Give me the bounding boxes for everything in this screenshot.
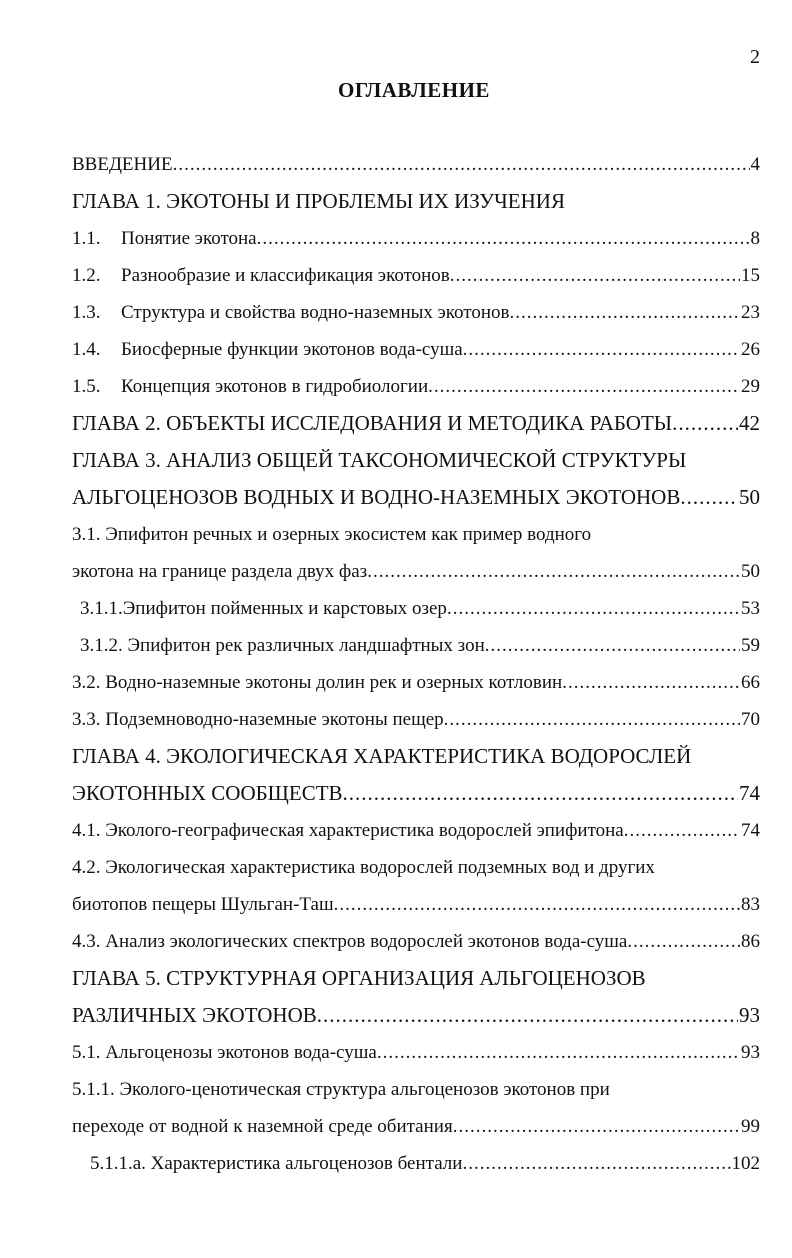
toc-entry-title: ГЛАВА 1. ЭКОТОНЫ И ПРОБЛЕМЫ ИХ ИЗУЧЕНИЯ bbox=[72, 189, 565, 213]
toc-entry-introduction[interactable] bbox=[72, 146, 760, 183]
toc-entry-4-2[interactable] bbox=[72, 849, 760, 886]
toc-entry-1-4[interactable] bbox=[72, 331, 760, 368]
toc-entry-page: 29 bbox=[741, 375, 760, 397]
toc-entry-3-2[interactable] bbox=[72, 664, 760, 701]
leader-dots bbox=[485, 635, 740, 657]
toc-chapter-2[interactable] bbox=[72, 405, 760, 442]
leader-dots bbox=[672, 411, 738, 436]
leader-dots bbox=[444, 709, 740, 731]
toc-entry-1-5[interactable] bbox=[72, 368, 760, 405]
toc-entry-number: 1.5. bbox=[72, 375, 101, 397]
leader-dots bbox=[173, 154, 750, 176]
toc-entry-5-1-1[interactable] bbox=[72, 1071, 760, 1108]
leader-dots bbox=[377, 1042, 740, 1064]
toc-entry-title: 5.1. Альгоценозы экотонов вода-суша bbox=[72, 1041, 377, 1063]
toc-entry-1-2[interactable] bbox=[72, 257, 760, 294]
toc-entry-title: ГЛАВА 2. ОБЪЕКТЫ ИССЛЕДОВАНИЯ И МЕТОДИКА РАБОТЫ bbox=[72, 411, 673, 435]
toc-entry-number: 1.1. bbox=[72, 227, 101, 249]
toc-entry-3-1[interactable] bbox=[72, 516, 760, 553]
toc-entry-title: 4.2. Экологическая характеристика водорослей подземных вод и других bbox=[72, 856, 655, 878]
toc-entry-title: ЭКОТОННЫХ СООБЩЕСТВ bbox=[72, 781, 343, 805]
toc-entry-title: 4.3. Анализ экологических спектров водорослей экотонов вода-суша bbox=[72, 930, 628, 952]
toc-entry-3-1-1[interactable] bbox=[72, 590, 760, 627]
toc-entry-page: 15 bbox=[741, 264, 760, 286]
toc-entry-page: 102 bbox=[731, 1152, 760, 1174]
toc-entry-page: 70 bbox=[741, 708, 760, 730]
leader-dots bbox=[562, 672, 740, 694]
toc-entry-title: 3.1.2. Эпифитон рек различных ландшафтных зон bbox=[80, 634, 485, 656]
toc-entry-title: ГЛАВА 4. ЭКОЛОГИЧЕСКАЯ ХАРАКТЕРИСТИКА ВОДОРОСЛЕЙ bbox=[72, 744, 692, 768]
toc-entry-page: 50 bbox=[739, 485, 760, 509]
toc-entry-title: РАЗЛИЧНЫХ ЭКОТОНОВ bbox=[72, 1003, 317, 1027]
leader-dots bbox=[317, 1003, 738, 1028]
toc-entry-title: 5.1.1.а. Характеристика альгоценозов бентали bbox=[90, 1152, 463, 1174]
toc-entry-3-3[interactable] bbox=[72, 701, 760, 738]
toc-chapter-5[interactable] bbox=[72, 960, 760, 997]
leader-dots bbox=[453, 1116, 740, 1138]
toc-entry-page: 59 bbox=[741, 634, 760, 656]
toc-entry-page: 53 bbox=[741, 597, 760, 619]
toc-entry-page: 93 bbox=[739, 1003, 760, 1027]
toc-entry-title: Разнообразие и классификация экотонов bbox=[121, 264, 450, 286]
toc-entry-4-1[interactable] bbox=[72, 812, 760, 849]
toc-entry-title: Биосферные функции экотонов вода-суша bbox=[121, 338, 463, 360]
table-of-contents bbox=[72, 146, 760, 1182]
leader-dots bbox=[343, 781, 738, 806]
toc-entry-title: переходе от водной к наземной среде обитания bbox=[72, 1115, 453, 1137]
toc-entry-title: 3.1. Эпифитон речных и озерных экосистем как пример водного bbox=[72, 523, 592, 545]
leader-dots bbox=[463, 339, 740, 361]
toc-entry-5-1-1-a[interactable] bbox=[72, 1145, 760, 1182]
toc-chapter-1[interactable] bbox=[72, 183, 760, 220]
toc-entry-page: 74 bbox=[739, 781, 760, 805]
toc-entry-number: 1.3. bbox=[72, 301, 101, 323]
toc-entry-page: 74 bbox=[741, 819, 760, 841]
toc-entry-title: Понятие экотона bbox=[121, 227, 257, 249]
toc-entry-title: ВВЕДЕНИЕ bbox=[72, 153, 173, 175]
toc-heading: ОГЛАВЛЕНИЕ bbox=[338, 78, 490, 102]
leader-dots bbox=[447, 598, 740, 620]
toc-entry-title: экотона на границе раздела двух фаз bbox=[72, 560, 368, 582]
toc-entry-title: ГЛАВА 3. АНАЛИЗ ОБЩЕЙ ТАКСОНОМИЧЕСКОЙ СТРУКТУРЫ bbox=[72, 448, 687, 472]
leader-dots bbox=[367, 561, 740, 583]
toc-entry-title: АЛЬГОЦЕНОЗОВ ВОДНЫХ И ВОДНО-НАЗЕМНЫХ ЭКОТОНОВ bbox=[72, 485, 681, 509]
toc-entry-page: 26 bbox=[741, 338, 760, 360]
page-number: 2 bbox=[750, 46, 760, 68]
leader-dots bbox=[334, 894, 740, 916]
toc-entry-page: 66 bbox=[741, 671, 760, 693]
toc-entry-title: 3.3. Подземноводно-наземные экотоны пещер bbox=[72, 708, 444, 730]
toc-entry-page: 99 bbox=[741, 1115, 760, 1137]
toc-entry-5-1[interactable] bbox=[72, 1034, 760, 1071]
toc-chapter-3[interactable] bbox=[72, 442, 760, 479]
leader-dots bbox=[510, 302, 741, 324]
toc-entry-1-3[interactable] bbox=[72, 294, 760, 331]
toc-entry-1-1[interactable] bbox=[72, 220, 760, 257]
leader-dots bbox=[680, 485, 738, 510]
toc-entry-page: 4 bbox=[750, 153, 760, 175]
toc-entry-page: 86 bbox=[741, 930, 760, 952]
toc-entry-title: 3.1.1.Эпифитон пойменных и карстовых озер bbox=[80, 597, 447, 619]
toc-entry-title: ГЛАВА 5. СТРУКТУРНАЯ ОРГАНИЗАЦИЯ АЛЬГОЦЕНОЗОВ bbox=[72, 966, 646, 990]
toc-chapter-5-continued[interactable] bbox=[72, 997, 760, 1034]
toc-chapter-4-continued[interactable] bbox=[72, 775, 760, 812]
toc-entry-4-3[interactable] bbox=[72, 923, 760, 960]
leader-dots bbox=[257, 228, 750, 250]
toc-entry-number: 1.2. bbox=[72, 264, 101, 286]
toc-entry-title: Концепция экотонов в гидробиологии bbox=[121, 375, 429, 397]
leader-dots bbox=[624, 820, 740, 842]
leader-dots bbox=[428, 376, 740, 398]
toc-entry-page: 8 bbox=[750, 227, 760, 249]
toc-entry-number: 1.4. bbox=[72, 338, 101, 360]
toc-entry-4-2-continued[interactable] bbox=[72, 886, 760, 923]
toc-entry-page: 23 bbox=[741, 301, 760, 323]
toc-chapter-3-continued[interactable] bbox=[72, 479, 760, 516]
toc-entry-page: 50 bbox=[741, 560, 760, 582]
toc-chapter-4[interactable] bbox=[72, 738, 760, 775]
toc-entry-title: Структура и свойства водно-наземных экотонов bbox=[121, 301, 510, 323]
toc-entry-title: 3.2. Водно-наземные экотоны долин рек и озерных котловин bbox=[72, 671, 563, 693]
toc-entry-5-1-1-continued[interactable] bbox=[72, 1108, 760, 1145]
leader-dots bbox=[462, 1153, 730, 1175]
toc-entry-3-1-continued[interactable] bbox=[72, 553, 760, 590]
toc-entry-page: 83 bbox=[741, 893, 760, 915]
toc-entry-3-1-2[interactable] bbox=[72, 627, 760, 664]
toc-entry-page: 93 bbox=[741, 1041, 760, 1063]
leader-dots bbox=[450, 265, 740, 287]
toc-entry-page: 42 bbox=[739, 411, 760, 435]
leader-dots bbox=[627, 931, 740, 953]
toc-entry-title: 5.1.1. Эколого-ценотическая структура альгоценозов экотонов при bbox=[72, 1078, 610, 1100]
toc-entry-title: биотопов пещеры Шульган-Таш bbox=[72, 893, 334, 915]
toc-entry-title: 4.1. Эколого-географическая характеристика водорослей эпифитона bbox=[72, 819, 624, 841]
